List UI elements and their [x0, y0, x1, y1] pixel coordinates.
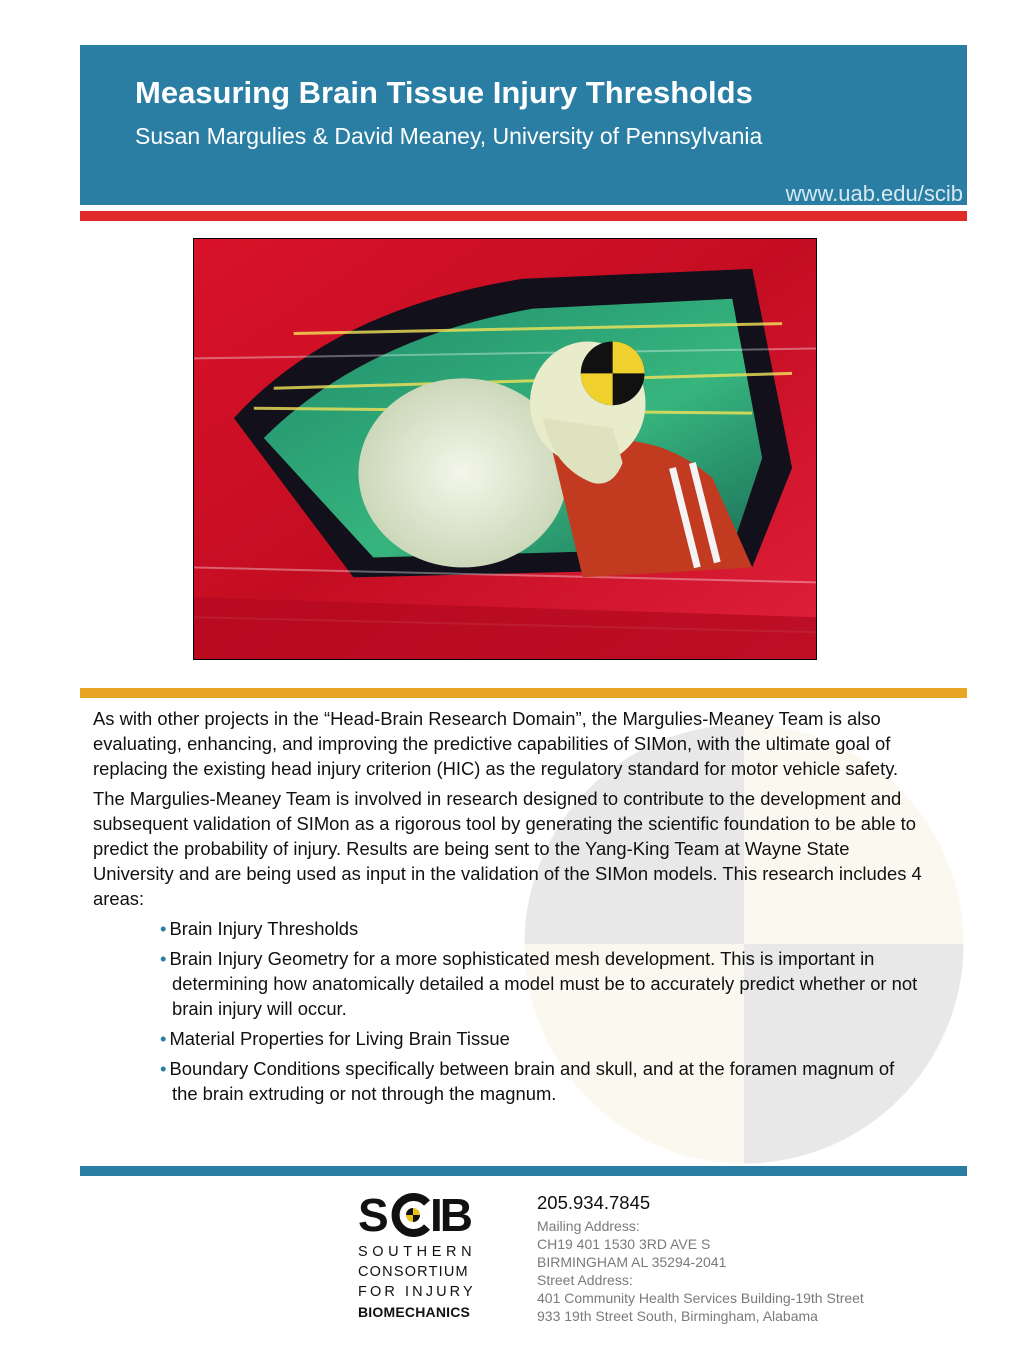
page-subtitle: Susan Margulies & David Meaney, University of Pennsylvania: [135, 123, 763, 149]
list-item: • Brain Injury Geometry for a more sophisticated mesh development. This is important in determining how anatomically detailed a model must be to accurately predict whether or not brain injury will occur.: [160, 948, 918, 1019]
target-c-icon: [391, 1193, 431, 1237]
website-link[interactable]: www.uab.edu/scib: [785, 181, 963, 206]
logo-line-consortium: CONSORTIUM: [358, 1264, 469, 1280]
bullet-icon: •: [160, 1058, 167, 1079]
bullet-icon: •: [160, 948, 167, 969]
header-banner: [80, 45, 967, 205]
research-paragraph: The Margulies-Meaney Team is involved in research designed to contribute to the development and subsequent validation of SIMon as a rigorous tool by generating the scientific foundation to be able to predict the probability of injury. Results are being sent to the Yang-King Team at Wayne State University and are being used as input in the validation of the SIMon models. This research includes 4 areas:: [93, 788, 922, 909]
list-item: • Material Properties for Living Brain Tissue: [160, 1028, 510, 1049]
scib-wordmark: S IB: [358, 1189, 470, 1241]
red-divider: [80, 211, 967, 221]
page-title: Measuring Brain Tissue Injury Thresholds: [135, 75, 753, 110]
list-item: • Boundary Conditions specifically between brain and skull, and at the foramen magnum of the brain extruding or not through the magnum.: [160, 1058, 895, 1104]
blue-divider: [80, 1166, 967, 1176]
list-item: • Brain Injury Thresholds: [160, 918, 359, 939]
mailing-address-line: CH19 401 1530 3RD AVE S: [537, 1236, 711, 1252]
crash-test-photo: [193, 238, 817, 660]
scib-logo: [358, 1189, 498, 1322]
mailing-address-label: Mailing Address:: [537, 1218, 640, 1234]
street-address-line: 933 19th Street South, Birmingham, Alabama: [537, 1308, 818, 1324]
gold-divider: [80, 688, 967, 698]
phone-number[interactable]: 205.934.7845: [537, 1192, 651, 1213]
contact-block: [537, 1192, 957, 1325]
research-areas-list: [93, 916, 923, 1106]
bullet-icon: •: [160, 918, 167, 939]
street-address-label: Street Address:: [537, 1272, 633, 1288]
body-content: [93, 706, 923, 1111]
bullet-icon: •: [160, 1028, 167, 1049]
logo-line-for-injury: FOR INJURY: [358, 1284, 476, 1300]
crash-test-dummy-image: [194, 239, 816, 659]
street-address-line: 401 Community Health Services Building-19th Street: [537, 1290, 864, 1306]
mailing-address-line: BIRMINGHAM AL 35294-2041: [537, 1254, 727, 1270]
intro-paragraph: As with other projects in the “Head-Brain Research Domain”, the Margulies-Meaney Team is also evaluating, enhancing, and improving the predictive capabilities of SIMon, with the ultimate goal of replacing the existing head injury criterion (HIC) as the regulatory standard for motor vehicle safety.: [93, 708, 899, 779]
logo-line-biomechanics: BIOMECHANICS: [358, 1304, 471, 1320]
logo-line-southern: SOUTHERN: [358, 1244, 477, 1260]
